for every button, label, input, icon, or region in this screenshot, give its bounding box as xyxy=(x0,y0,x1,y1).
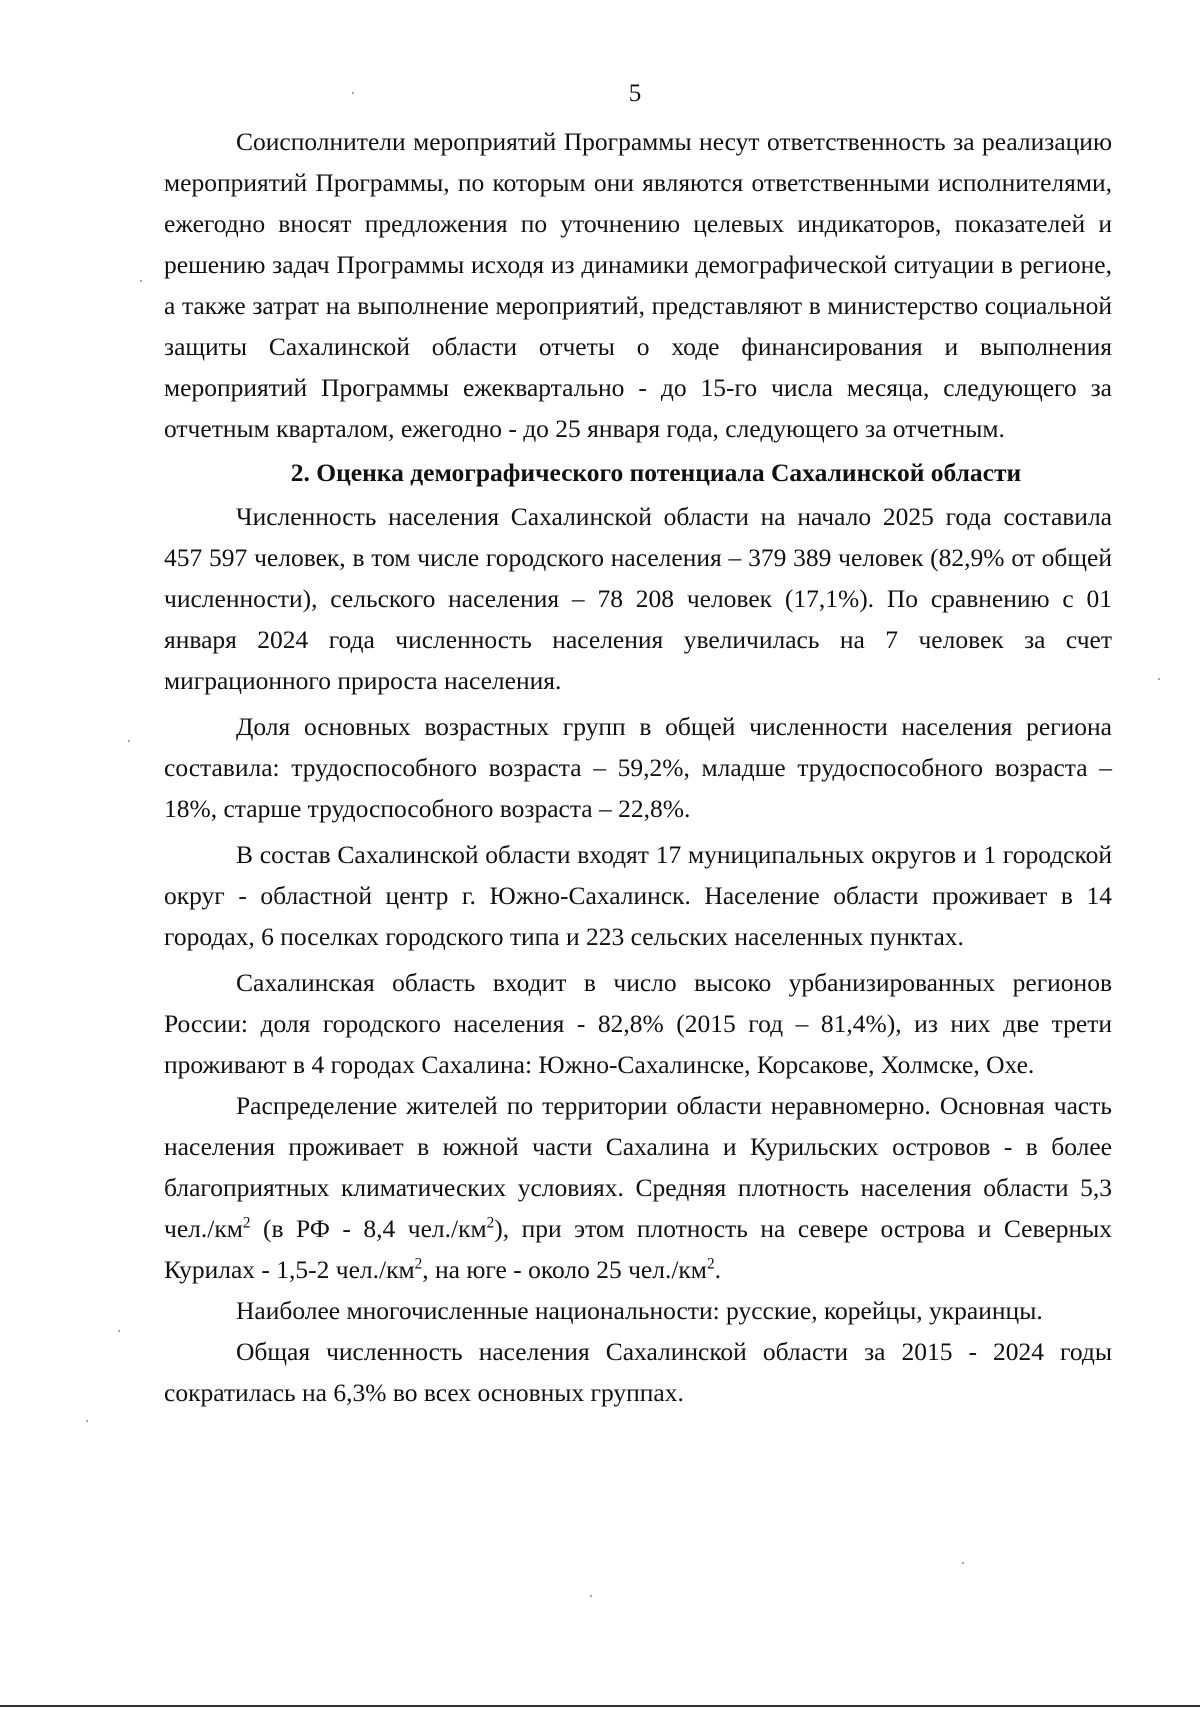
density-text-3: ), при этом плотность на севере острова и Северных Курилах - 1,5-2 чел./км xyxy=(164,1214,1112,1284)
density-text-2: (в РФ - 8,4 чел./км xyxy=(250,1214,487,1243)
scan-speck xyxy=(962,1562,964,1564)
scan-speck xyxy=(86,1420,88,1422)
density-text-1: Распределение жителей по территории области неравномерно. Основная часть населения проживает в южной части Сахалина и Курильских островов - в более благоприятных климатических условиях. Средняя плотность населения области 5,3 чел./км xyxy=(164,1091,1112,1243)
superscript-2: 2 xyxy=(486,1214,495,1232)
paragraph-municipalities: В состав Сахалинской области входят 17 муниципальных округов и 1 городской округ - областной центр г. Южно-Сахалинск. Население области проживает в 14 городах, 6 поселках городского типа и 223 сельских населенных пунктах. xyxy=(164,840,1112,951)
superscript-2: 2 xyxy=(414,1255,423,1273)
paragraph-coexecutors: Соисполнители мероприятий Программы несут ответственность за реализацию мероприятий Программы, по которым они являются ответственными исполнителями, ежегодно вносят предложения по уточнению целевых индикаторов, показателей и решению задач Программы исходя из динамики демографической ситуации в регионе, а также затрат на выполнение мероприятий, представляют в министерство социальной защиты Сахалинской области отчеты о ходе финансирования и выполнения мероприятий Программы ежеквартально - до 15-го числа месяца, следующего за отчетным кварталом, ежегодно - до 25 января года, следующего за отчетным. xyxy=(164,127,1112,443)
scan-speck xyxy=(118,1330,120,1332)
scan-speck xyxy=(590,1595,592,1597)
density-text-4: , на юге - около 25 чел./км xyxy=(422,1255,707,1284)
paragraph-nationalities: Наиболее многочисленные национальности: русские, корейцы, украинцы. xyxy=(236,1296,1043,1325)
paragraph-age-groups: Доля основных возрастных групп в общей численности населения региона составила: трудоспособного возраста – 59,2%, младше трудоспособного возраста – 18%, старше трудоспособного возраста – 22,8%. xyxy=(164,712,1112,823)
paragraph-population: Численность населения Сахалинской области на начало 2025 года составила 457 597 человек, в том числе городского населения – 379 389 человек (82,9% от общей численности), сельского населения – 78 208 человек (17,1%). По сравнению с 01 января 2024 года численность населения увеличилась на 7 человек за счет миграционного прироста населения. xyxy=(164,502,1112,695)
paragraph-urbanization: Сахалинская область входит в число высоко урбанизированных регионов России: доля городского населения - 82,8% (2015 год – 81,4%), из них две трети проживают в 4 городах Сахалина: Южно-Сахалинске, Корсакове, Холмске, Охе. xyxy=(164,968,1112,1079)
section-heading: 2. Оценка демографического потенциала Сахалинской области xyxy=(290,458,1022,487)
scan-speck xyxy=(1158,678,1160,680)
density-text-5: . xyxy=(714,1255,721,1284)
scan-speck xyxy=(128,740,130,742)
paragraph-density xyxy=(164,1085,1112,1290)
page-content xyxy=(164,121,1112,1413)
scan-speck xyxy=(352,92,354,94)
scan-speck xyxy=(140,280,142,282)
page-number: 5 xyxy=(628,80,642,107)
superscript-2: 2 xyxy=(706,1255,715,1273)
paragraph-total-decline: Общая численность населения Сахалинской области за 2015 - 2024 годы сократилась на 6,3% во всех основных группах. xyxy=(164,1337,1112,1407)
superscript-2: 2 xyxy=(242,1214,251,1232)
scan-edge-line xyxy=(0,1705,1200,1707)
